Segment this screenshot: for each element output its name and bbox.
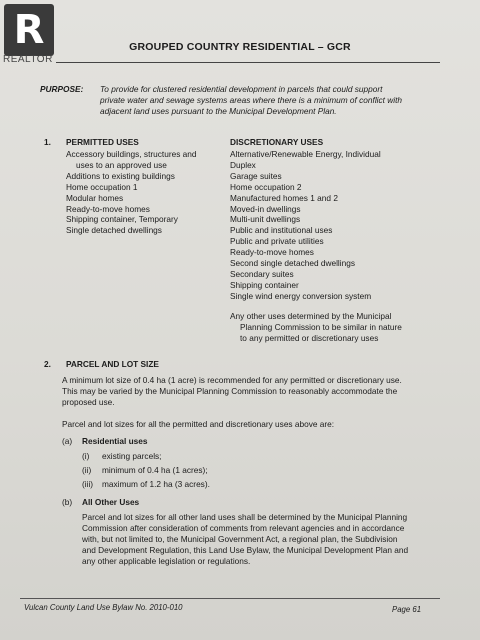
- list-item: to any permitted or discretionary uses: [240, 332, 379, 343]
- section-1-number: 1.: [44, 137, 51, 147]
- realtor-logo-icon: R: [4, 4, 54, 56]
- list-item: Modular homes: [66, 192, 124, 203]
- list-item: Secondary suites: [230, 268, 294, 279]
- list-item: uses to an approved use: [76, 159, 167, 170]
- paragraph-line: proposed use.: [62, 396, 115, 407]
- paragraph-line: A minimum lot size of 0.4 ha (1 acre) is recommended for any permitted or discretionary use.: [62, 375, 402, 385]
- list-item: Any other uses determined by the Municipal: [230, 311, 392, 321]
- list-item: Shipping container: [230, 279, 299, 290]
- page-title: GROUPED COUNTRY RESIDENTIAL – GCR: [129, 41, 351, 53]
- list-item: Multi-unit dwellings: [230, 214, 301, 225]
- list-item: Home occupation 1: [66, 181, 138, 192]
- paragraph-line: This may be varied by the Municipal Planning Commission to reasonably accommodate the: [62, 385, 398, 396]
- paragraph-line: and Development Regulation, this Land Use Bylaw, the Municipal Development Plan and: [82, 544, 409, 555]
- parcel-intro-paragraph: [62, 375, 402, 408]
- page-number: Page 61: [392, 605, 422, 614]
- permitted-uses-heading: PERMITTED USES: [66, 137, 139, 147]
- footer-divider: [20, 598, 440, 599]
- list-item: Planning Commission to be similar in nature: [240, 321, 402, 332]
- list-item: (ii) minimum of 0.4 ha (1 acres);: [82, 465, 208, 475]
- purpose-text: [100, 84, 420, 117]
- parcel-lot-size-heading: PARCEL AND LOT SIZE: [66, 359, 159, 369]
- discretionary-other-uses: [230, 311, 402, 344]
- list-item: Public and private utilities: [230, 236, 324, 247]
- sizes-intro-text: Parcel and lot sizes for all the permitted and discretionary uses above are:: [62, 419, 335, 429]
- permitted-uses-list: [66, 149, 197, 236]
- title-divider: [56, 62, 440, 63]
- list-item: Additions to existing buildings: [66, 170, 175, 181]
- paragraph-line: with, but not limited to, the Municipal Government Act, a regional plan, the Subdivision: [82, 533, 398, 544]
- residential-uses-heading: Residential uses: [82, 436, 148, 446]
- subsection-a-label: (a): [62, 436, 73, 446]
- residential-size-list: [82, 449, 210, 491]
- purpose-line: adjacent land uses pursuant to the Municipal Development Plan.: [100, 106, 337, 116]
- list-item: Moved-in dwellings: [230, 203, 301, 214]
- realtor-watermark-text: REALTOR: [3, 54, 53, 65]
- purpose-line: To provide for clustered residential development in parcels that could support: [100, 84, 383, 94]
- list-item: Ready-to-move homes: [66, 203, 150, 214]
- list-item: Garage suites: [230, 170, 282, 181]
- paragraph-line: any other applicable legislation or regulations.: [82, 555, 251, 566]
- list-item: Shipping container, Temporary: [66, 214, 178, 225]
- all-other-uses-paragraph: [82, 512, 408, 567]
- list-item: (iii) maximum of 1.2 ha (3 acres).: [82, 479, 210, 489]
- subsection-b-label: (b): [62, 497, 73, 507]
- section-2-number: 2.: [44, 359, 51, 369]
- purpose-label: PURPOSE:: [40, 84, 84, 94]
- list-item: Home occupation 2: [230, 181, 302, 192]
- list-item: Single detached dwellings: [66, 225, 162, 236]
- discretionary-uses-heading: DISCRETIONARY USES: [230, 137, 324, 147]
- footer-bylaw-reference: Vulcan County Land Use Bylaw No. 2010-010: [24, 603, 183, 612]
- list-item: Second single detached dwellings: [230, 258, 356, 269]
- list-item: Ready-to-move homes: [230, 247, 314, 258]
- list-item: Alternative/Renewable Energy, Individual: [230, 149, 381, 159]
- list-item: Single wind energy conversion system: [230, 290, 372, 301]
- list-item: (i) existing parcels;: [82, 451, 162, 461]
- all-other-uses-heading: All Other Uses: [82, 497, 140, 507]
- paragraph-line: Commission after consideration of comments from relevant agencies and in accordance: [82, 522, 405, 533]
- list-item: Public and institutional uses: [230, 225, 333, 236]
- list-item: Accessory buildings, structures and: [66, 149, 197, 159]
- purpose-line: private water and sewage systems areas where there is a minimum of conflict with: [100, 95, 403, 105]
- discretionary-uses-list: [230, 149, 381, 302]
- paragraph-line: Parcel and lot sizes for all other land uses shall be determined by the Municipal Planning: [82, 512, 408, 522]
- list-item: Duplex: [230, 159, 256, 170]
- list-item: Manufactured homes 1 and 2: [230, 192, 338, 203]
